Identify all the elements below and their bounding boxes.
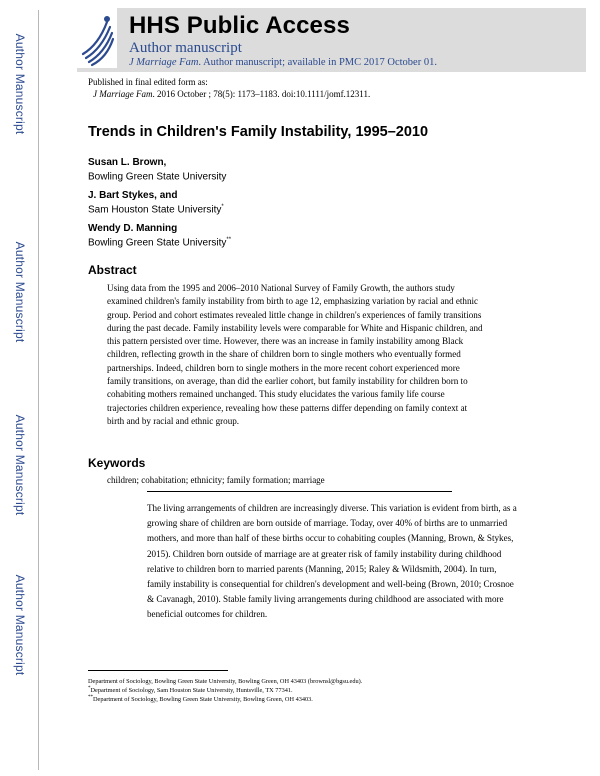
side-label-4: Author Manuscript	[13, 574, 27, 676]
footnote: Department of Sociology, Bowling Green State University, Bowling Green, OH 43403 (brownsl@bgsu.edu).	[88, 678, 363, 686]
availability-line: J Marriage Fam. Author manuscript; available in PMC 2017 October 01.	[129, 57, 437, 68]
author-affiliation: Bowling Green State University	[88, 171, 227, 183]
keywords-heading: Keywords	[88, 456, 146, 470]
footnote: **Department of Sociology, Bowling Green State University, Bowling Green, OH 43403.	[88, 695, 313, 704]
published-final-label: Published in final edited form as:	[88, 77, 208, 87]
keywords-list: children; cohabitation; ethnicity; family formation; marriage	[107, 475, 325, 485]
author-affiliation: Bowling Green State University**	[88, 237, 232, 249]
abstract-text: Using data from the 1995 and 2006–2010 National Survey of Family Growth, the authors study examined children's family instability from birth to age 12, emphasizing variation by racial and ethnic group. Period and cohort estimates revealed little change in children's experiences of family transitions during the past decade. Family instability levels were comparable for White and Hispanic children, and this pattern persisted over time. However, there was an increase in family instability among Black children, reflecting growth in the share of children born to single mothers who eventually formed partnerships. Indeed, children born to single mothers in the more recent cohort experienced more family transitions, on average, than did the earlier cohort, but family instability for children born to cohabiting mothers remained unchanged. This study elucidates the various family life course trajectories children experience, revealing how these patterns differ depending on family context at birth and by racial and ethnic group.	[107, 283, 483, 426]
body-divider	[147, 491, 452, 492]
hhs-eagle-logo-icon	[77, 8, 117, 68]
author-affiliation: Sam Houston State University*	[88, 204, 224, 216]
side-label-1: Author Manuscript	[13, 33, 27, 135]
hhs-public-access-title: HHS Public Access	[129, 12, 350, 39]
body-paragraph: The living arrangements of children are increasingly diverse. This variation is evident from birth, as a growing share of children are born outside of marriage. Today, over 40% of births are to unmarried mothers, and more than half of these births occur to cohabiting couples (Manning, Brown, & Stykes, 2015). Children born outside of marriage are at greater risk of family instability during childhood relative to children born to married parents (Manning, 2015; Raley & Wildsmith, 2004). In turn, family instability is consequential for children's development and well-being (Brown, 2010; Crosnoe & Cavanagh, 2010). Stable family living arrangements during childhood are associated with more beneficial outcomes for children.	[147, 503, 517, 620]
author-manuscript-label: Author manuscript	[129, 40, 242, 56]
side-label-3: Author Manuscript	[13, 414, 27, 516]
footnote-divider	[88, 670, 228, 671]
author-name: Wendy D. Manning	[88, 223, 178, 234]
footnote: *Department of Sociology, Sam Houston State University, Huntsville, TX 77341.	[88, 686, 293, 695]
author-name: J. Bart Stykes, and	[88, 190, 178, 201]
author-name: Susan L. Brown,	[88, 157, 167, 168]
article-title: Trends in Children's Family Instability, 1995–2010	[88, 124, 429, 140]
citation-line: J Marriage Fam. 2016 October ; 78(5): 1173–1183. doi:10.1111/jomf.12311.	[93, 89, 371, 99]
abstract-heading: Abstract	[88, 263, 137, 277]
side-label-2: Author Manuscript	[13, 241, 27, 343]
